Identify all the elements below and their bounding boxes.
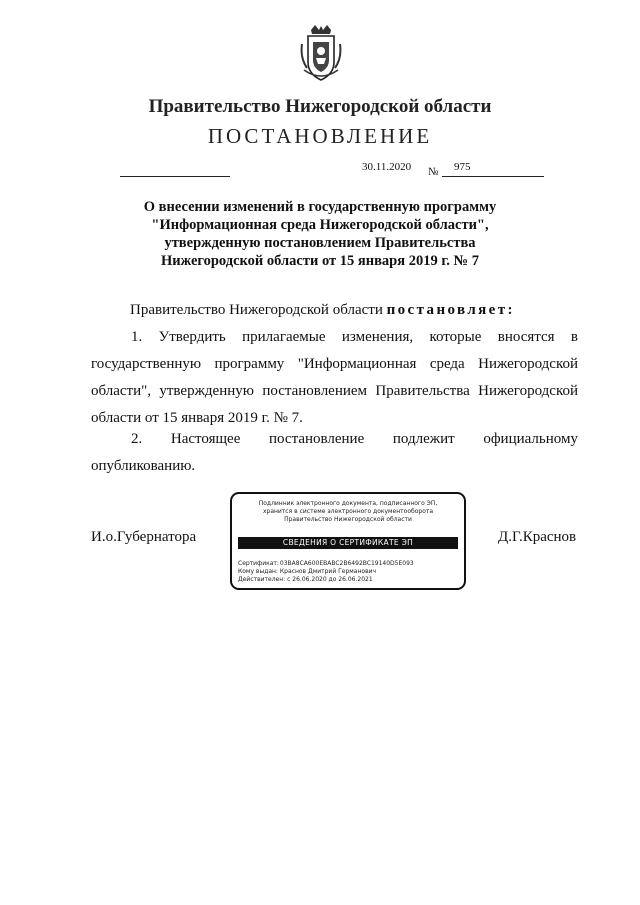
issued-to-row: [238, 568, 414, 576]
signatory-name: Д.Г.Краснов: [498, 529, 577, 545]
stamp-header-line: Подлинник электронного документа, подписанного ЭП,: [258, 500, 438, 507]
issued-to-label: Кому выдан:: [238, 568, 278, 575]
number-underline: [442, 176, 544, 177]
resolution-intro: [130, 297, 515, 324]
stamp-certificate-details: [238, 560, 414, 584]
stamp-header-line: Правительство Нижегородской области: [284, 516, 412, 523]
validity-label: Действителен:: [238, 576, 286, 583]
resolution-item-1: 1. Утвердить прилагаемые изменения, которые вносятся в государственную программу "Информационная среда Нижегородской области", утвержденную постановлением Правительства Нижегородской области от 15 января 2019 г. № 7.: [91, 329, 578, 426]
subject-line: Нижегородской области от 15 января 2019 г. № 7: [160, 253, 479, 269]
document-number: 975: [454, 161, 471, 173]
certificate-value: 03BA8CA600EBABC2B6492BC19140D5E093: [279, 560, 414, 567]
electronic-signature-stamp: [230, 492, 466, 590]
number-sign: №: [428, 166, 439, 178]
issued-to-value: Краснов Дмитрий Германович: [279, 568, 377, 575]
validity-value: с 26.06.2020 до 26.06.2021: [287, 576, 373, 583]
document-date: 30.11.2020: [362, 161, 412, 173]
stamp-header: [232, 500, 464, 524]
organization-title: Правительство Нижегородской области: [148, 96, 492, 117]
document-subject: [110, 198, 530, 270]
certificate-row: [238, 560, 414, 568]
date-blank-line: [120, 176, 230, 177]
validity-row: [238, 576, 414, 584]
resolution-item-2: 2. Настоящее постановление подлежит официальному опубликованию.: [91, 431, 578, 474]
stamp-certificate-bar: СВЕДЕНИЯ О СЕРТИФИКАТЕ ЭП: [238, 537, 458, 549]
certificate-label: Сертификат:: [238, 560, 279, 567]
stamp-header-line: хранится в системе электронного документооборота: [262, 508, 434, 515]
document-type: ПОСТАНОВЛЕНИЕ: [207, 124, 433, 148]
subject-line: утвержденную постановлением Правительства: [164, 235, 476, 251]
subject-line: О внесении изменений в государственную программу: [143, 199, 497, 215]
subject-line: "Информационная среда Нижегородской области",: [151, 217, 489, 233]
intro-text: Правительство Нижегородской области: [130, 302, 387, 318]
signatory-position: И.о.Губернатора: [91, 529, 197, 545]
coat-of-arms-emblem: [299, 24, 343, 82]
intro-decree-word: постановляет:: [386, 302, 515, 318]
